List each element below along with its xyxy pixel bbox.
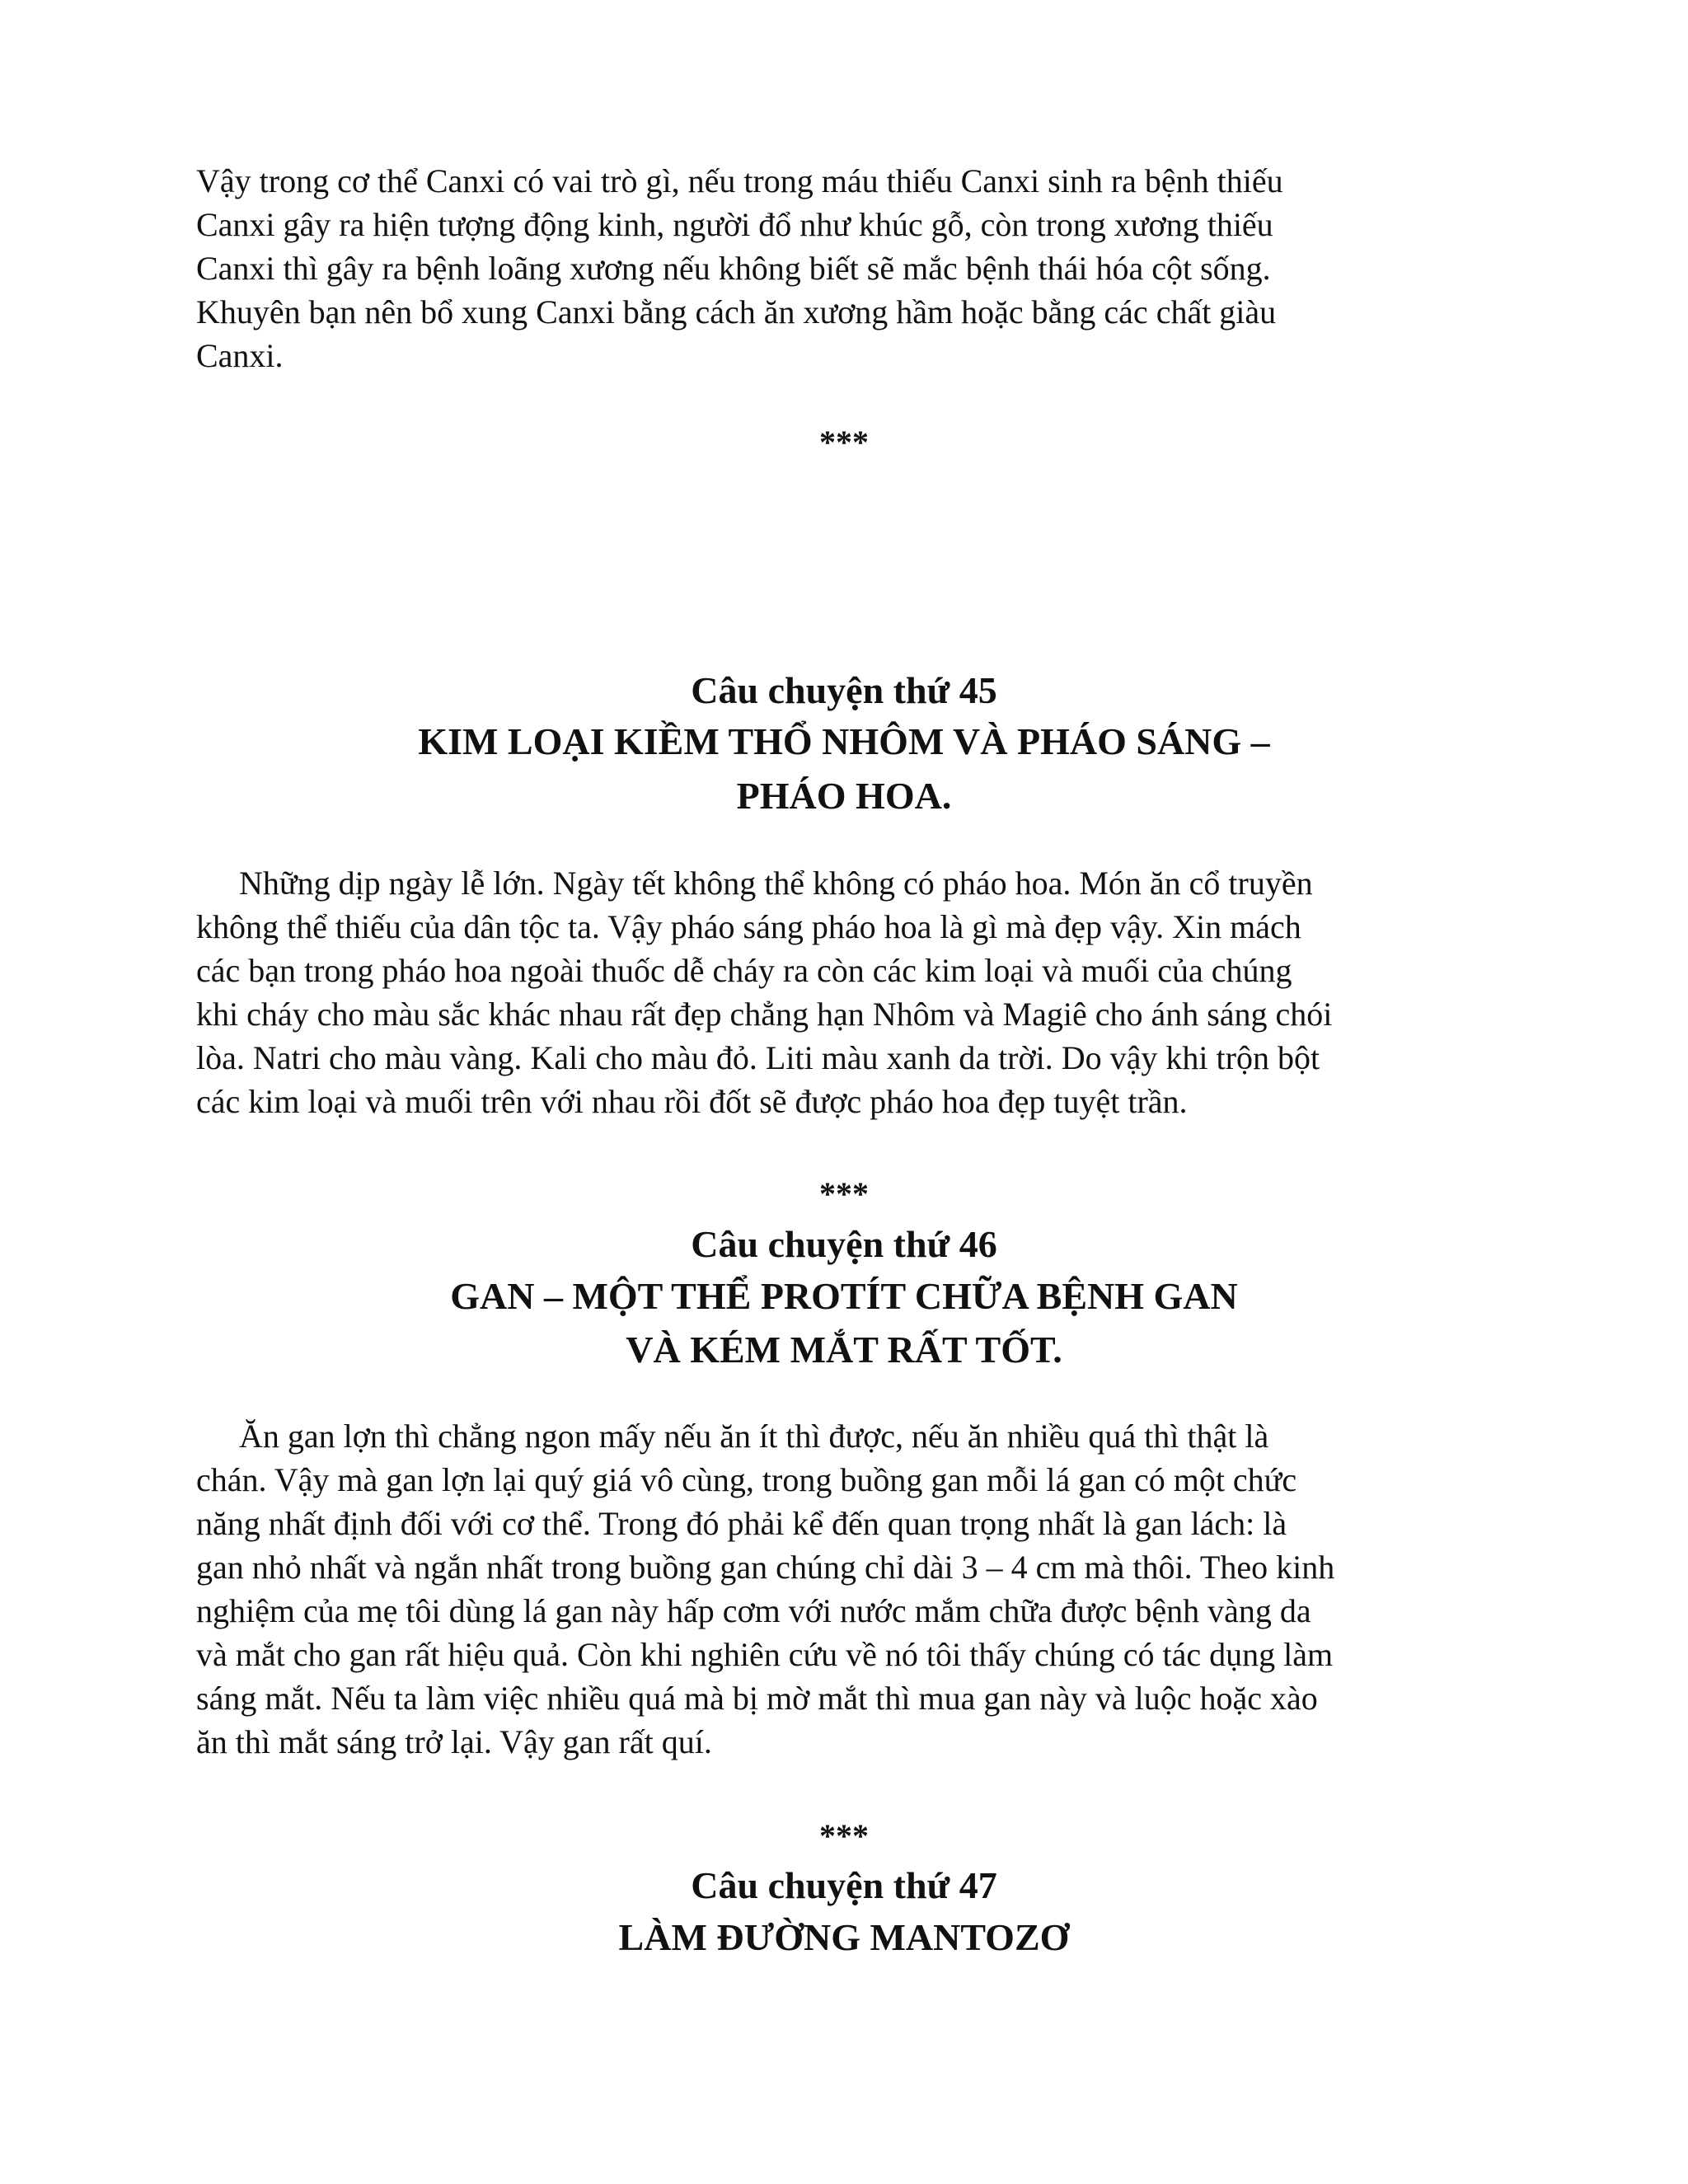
story-46-title-line-2: VÀ KÉM MẮT RẤT TỐT. — [626, 1329, 1062, 1371]
story-45-number: Câu chuyện thứ 45 — [691, 669, 997, 711]
story-47-title-line-1: LÀM ĐƯỜNG MANTOZƠ — [618, 1916, 1070, 1958]
story-45-title-line-2: PHÁO HOA. — [736, 775, 952, 817]
story-45-title-line-1: KIM LOẠI KIỀM THỔ NHÔM VÀ PHÁO SÁNG – — [418, 720, 1270, 762]
section-separator: *** — [819, 424, 869, 461]
story-47-number: Câu chuyện thứ 47 — [691, 1864, 997, 1906]
story-46-body: Ăn gan lợn thì chẳng ngon mấy nếu ăn ít thì được, nếu ăn nhiều quá thì thật là chán. Vậy mà gan lợn lại quý giá vô cùng, trong buồng gan mỗi lá gan có một chức năng nhất định đối với cơ thể. Trong đó phải kể đến quan trọng nhất là gan lách: là gan nhỏ nhất và ngắn nhất trong buồng gan chúng chỉ dài 3 – 4 cm mà thôi. Theo kinh nghiệm của mẹ tôi dùng lá gan này hấp cơm với nước mắm chữa được bệnh vàng da và mắt cho gan rất hiệu quả. Còn khi nghiên cứu về nó tôi thấy chúng có tác dụng làm sáng mắt. Nếu ta làm việc nhiều quá mà bị mờ mắt thì mua gan này và luộc hoặc xào ăn thì mắt sáng trở lại. Vậy gan rất quí. — [196, 1418, 1335, 1760]
section-separator: *** — [819, 1817, 869, 1854]
section-separator: *** — [819, 1175, 869, 1212]
story-45-body: Những dịp ngày lễ lớn. Ngày tết không thể không có pháo hoa. Món ăn cổ truyền không thể thiếu của dân tộc ta. Vậy pháo sáng pháo hoa là gì mà đẹp vậy. Xin mách các bạn trong pháo hoa ngoài thuốc dễ cháy ra còn các kim loại và muối của chúng khi cháy cho màu sắc khác nhau rất đẹp chẳng hạn Nhôm và Magiê cho ánh sáng chói lòa. Natri cho màu vàng. Kali cho màu đỏ. Liti màu xanh da trời. Do vậy khi trộn bột các kim loại và muối trên với nhau rồi đốt sẽ được pháo hoa đẹp tuyệt trần. — [196, 865, 1333, 1120]
intro-paragraph: Vậy trong cơ thể Canxi có vai trò gì, nếu trong máu thiếu Canxi sinh ra bệnh thiếu Canxi gây ra hiện tượng động kinh, người đổ như khúc gỗ, còn trong xương thiếu Canxi thì gây ra bệnh loãng xương nếu không biết sẽ mắc bệnh thái hóa cột sống. Khuyên bạn nên bổ xung Canxi bằng cách ăn xương hầm hoặc bằng các chất giàu Canxi. — [196, 162, 1283, 374]
story-46-number: Câu chuyện thứ 46 — [691, 1223, 997, 1265]
story-46-title-line-1: GAN – MỘT THỂ PROTÍT CHỮA BỆNH GAN — [450, 1275, 1238, 1317]
